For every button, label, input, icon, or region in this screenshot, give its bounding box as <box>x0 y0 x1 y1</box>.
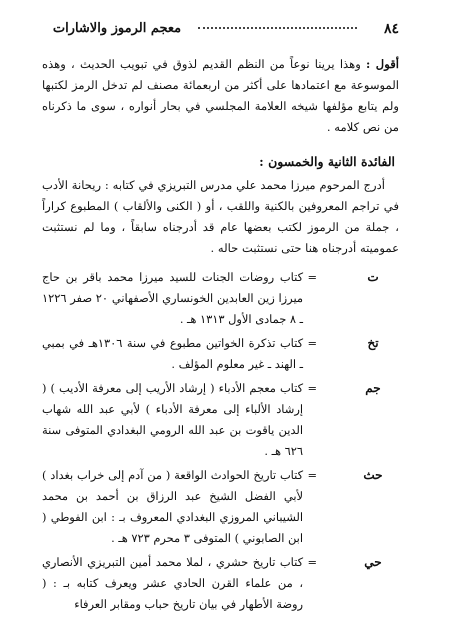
symbol-entry <box>42 333 399 375</box>
entry-description: كتاب تاريخ حشري ، لملا محمد أمين التبريزي الأنصاري ، من علماء القرن الحادي عشر ويعرف كتابه بـ : ( روضة الأطهار في بيان تاريخ حباب ومقابر العرفاء <box>42 555 303 611</box>
symbol-entry <box>42 465 399 549</box>
intro-paragraph <box>42 54 399 138</box>
header-dotted-leader <box>198 27 357 29</box>
page-header <box>42 18 399 40</box>
page-number: ٨٤ <box>383 21 399 37</box>
entry-text <box>42 552 317 615</box>
intro-text: وهذا يرينا نوعاً من النظم القديم لذوق في تبويب الحديث ، وهذه الموسوعة مع اعتمادها على أكثر من اربعمائة مصنف لم تدخل الرمز لكتبها ولم يتابع مؤلفها شيخه العلامة المجلسي في بحار أنواره ، سوى ما ذكرناه من نص كلامه . <box>42 57 399 134</box>
entry-description: كتاب تاريخ الحوادث الواقعة ( من آدم إلى خراب بغداد ) لأبي الفضل الشيخ عبد الرزاق بن أحمد بن محمد الشيباني المروزي البغدادي المعروف بـ : ابن الفوطي ( ابن الصابوني ) المتوفى ٣ محرم ٧٢٣ هـ . <box>42 468 303 545</box>
equals-sign: = <box>307 336 317 350</box>
symbol-entry <box>42 267 399 330</box>
entry-text <box>42 333 317 375</box>
equals-sign: = <box>307 381 317 395</box>
entry-text <box>42 378 317 462</box>
running-title: معجم الرموز والاشارات <box>52 21 182 36</box>
symbol-entry <box>42 552 399 615</box>
symbol-entry <box>42 378 399 462</box>
entry-text <box>42 465 317 549</box>
entry-description: كتاب معجم الأدباء ( إرشاد الأريب إلى معرفة الأديب ) ( إرشاد الألباء إلى معرفة الأدباء ) لأبي عبد الله شهاب الدين ياقوت بن عبد الله الرومي البغدادي المتوفى سنة ٦٢٦ هـ . <box>42 381 303 458</box>
entry-symbol: حث <box>363 468 383 482</box>
entry-symbol: جم <box>365 381 381 395</box>
entry-description: كتاب تذكرة الخواتين مطبوع في سنة ١٣٠٦هـ في بمبي ـ الهند ـ غير معلوم المؤلف . <box>42 336 304 371</box>
entry-symbol: حي <box>364 555 382 569</box>
equals-sign: = <box>307 468 317 482</box>
entry-symbol: ت <box>367 270 379 284</box>
symbol-entries <box>42 267 399 615</box>
section-paragraph: أدرج المرحوم ميرزا محمد علي مدرس التبريزي في كتابه : ريحانة الأدب في تراجم المعروفين بالكنية واللقب ، أو ( الكنى والألقاب ) المطبوع كراراً ، جملة من الرموز لكتب بعضها عام قد أدرجناه سابقاً ، وما لم نستثبت عموميته أدرجناه هنا حتى نستثبت حاله . <box>42 178 399 255</box>
entry-text <box>42 267 317 330</box>
intro-lead: أقول : <box>366 57 399 71</box>
entry-symbol: تخ <box>367 336 379 350</box>
section-heading: الفائدة الثانية والخمسون : <box>259 154 395 169</box>
equals-sign: = <box>307 555 317 569</box>
equals-sign: = <box>307 270 317 284</box>
entry-description: كتاب روضات الجنات للسيد ميرزا محمد باقر بن حاج ميرزا زين العابدين الخونساري الأصفهاني ٢٠ صفر ١٢٢٦ ـ ٨ جمادى الأول ١٣١٣ هـ . <box>42 270 303 326</box>
